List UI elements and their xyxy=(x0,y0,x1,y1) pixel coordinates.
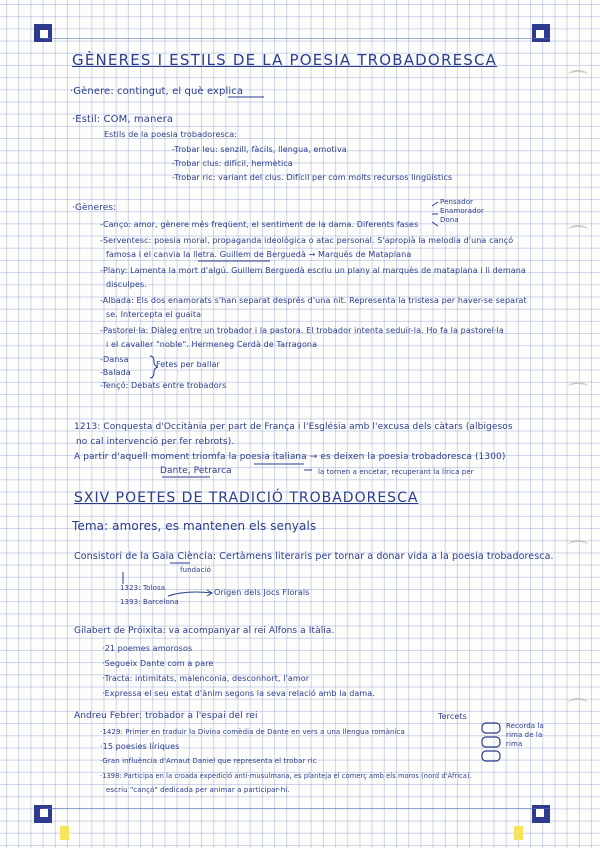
genere-albada: -Albada: Els dos enamorats s'han separat després d'una nit. Representa la tristesa per haver-se separat xyxy=(100,296,527,305)
consistori-toulouse: 1323: Tolosa xyxy=(120,584,166,592)
gilabert-item: ·Tracta: intimitats, malenconia, desconhort, l'amor xyxy=(102,674,310,683)
historia-line: no cal intervenció per fer rebrots). xyxy=(76,437,235,447)
gilabert-item: ·Expressa el seu estat d'ànim segons la seva relació amb la dama. xyxy=(102,689,375,698)
tema-line: Tema: amores, es mantenen els senyals xyxy=(72,519,317,533)
genere-pastorella-cont: i el cavaller "noble". Hermeneg Cerdà de Tarragona xyxy=(106,340,318,349)
corner-mark-top-left xyxy=(34,24,52,42)
consistori-line: Consistori de la Gaia Ciència: Certàmens literaris per tornar a donar vida a la poesia trobadoresca. xyxy=(74,551,554,562)
estil-item: -Trobar leu: senzill, fàcils, llengua, emotiva xyxy=(172,145,347,154)
febrer-item: ·1429: Primer en traduir la Divina comèdia de Dante en vers a una llengua romànica xyxy=(100,728,405,736)
genere-pastorella: -Pastorel·la: Diàleg entre un trobador i la pastora. El trobador intenta seduir-la. Ho fa la pastorel·la xyxy=(100,326,504,335)
top-bar xyxy=(42,38,550,39)
generes-side-note: Enamorador xyxy=(440,207,485,215)
bottom-bar xyxy=(42,808,550,809)
febrer-heading: Andreu Febrer: trobador a l'espai del rei xyxy=(74,711,258,721)
febrer-side-note: Recorda la rima de la rima xyxy=(506,722,544,748)
genere-albada-cont: se. Intercepta el guaita xyxy=(106,310,202,319)
generes-side-note: Pensador xyxy=(440,198,474,206)
binder-ring xyxy=(568,540,588,550)
binder-ring xyxy=(568,698,588,708)
estil-line: Estils de la poesia trobadoresca: xyxy=(104,130,238,139)
corner-mark-top-right xyxy=(532,24,550,42)
intro-line: ·Gènere: contingut, el què explica xyxy=(70,86,244,97)
consistori-fundacio: fundació xyxy=(180,566,211,574)
consistori-barcelona: 1393: Barcelona xyxy=(120,598,179,606)
generes-heading: ·Gèneres: xyxy=(72,203,117,213)
genere-dansa: -Dansa xyxy=(100,355,129,364)
febrer-item: ·1398: Participa en la croada expedició anti-musulmana, es planteja el comerç amb els moros (nord d'Àfrica). xyxy=(100,772,472,780)
historia-poets: Dante, Petrarca xyxy=(160,466,232,476)
binder-ring xyxy=(568,70,588,80)
genere-serventesc-cont: famosa i el canvia la lletra. Guillem de Berguedà → Marquès de Mataplana xyxy=(106,250,412,259)
genere-plany: -Plany: Lamenta la mort d'algú. Guillem Berguedà escriu un plany al marquès de mataplana i li demana xyxy=(100,266,526,275)
binder-ring xyxy=(568,382,588,392)
arrow-head xyxy=(207,590,212,596)
genere-serventesc: -Serventesc: poesia moral, propaganda ideològica o atac personal. S'apropià la melodia d'una cançó xyxy=(100,236,514,245)
genere-tenso: -Tençó: Debats entre trobadors xyxy=(100,381,227,390)
consistori-origen: Origen dels Jocs Florals xyxy=(214,588,310,597)
historia-line: A partir d'aquell moment triomfa la poesia italiana → es deixen la poesia trobadoresca (1300) xyxy=(74,452,506,462)
generes-side-note: Dona xyxy=(440,216,459,224)
gilabert-item: ·Segueix Dante com a pare xyxy=(102,659,214,668)
scroll-doodle-icon xyxy=(480,719,504,769)
historia-line: 1213: Conquesta d'Occitània per part de França i l'Església amb l'excusa dels càtars (albigesos xyxy=(74,422,513,432)
febrer-item: ·Gran influència d'Arnaut Daniel que representa el trobar ric xyxy=(100,757,317,765)
binder-ring xyxy=(568,225,588,235)
page-title: GÈNERES I ESTILS DE LA POESIA TROBADORESCA xyxy=(72,51,498,69)
febrer-extra: escriu "cançó" dedicada per animar a participar-hi. xyxy=(106,786,290,794)
genere-balada: -Balada xyxy=(100,368,131,377)
estil-item: -Trobar clus: difícil, hermètica xyxy=(172,159,293,168)
historia-line: la tornen a encetar, recuperant la lírica per xyxy=(318,468,474,476)
yellow-tab-right xyxy=(514,826,523,840)
brace-note: Fetes per ballar xyxy=(156,360,220,369)
febrer-item: ·15 poesies líriques xyxy=(100,742,180,751)
estil-heading: ·Estil: COM, manera xyxy=(72,114,174,125)
estil-item: -Trobar ric: variant del clus. Difícil per com molts recursos lingüístics xyxy=(172,173,453,182)
gilabert-item: ·21 poemes amorosos xyxy=(102,644,193,653)
side-arrows xyxy=(432,202,438,226)
yellow-tab-left xyxy=(60,826,69,840)
arrow xyxy=(168,592,212,596)
genere-canço: -Canço: amor, gènere més freqüent, el sentiment de la dama. Diferents fases xyxy=(100,220,419,229)
section-title: SXIV POETES DE TRADICIÓ TROBADORESCA xyxy=(74,490,419,506)
genere-plany-cont: disculpes. xyxy=(106,280,147,289)
febrer-label: Tercets xyxy=(438,712,467,721)
gilabert-heading: Gilabert de Próixita: va acompanyar al rei Alfons a Itàlia. xyxy=(74,626,335,636)
